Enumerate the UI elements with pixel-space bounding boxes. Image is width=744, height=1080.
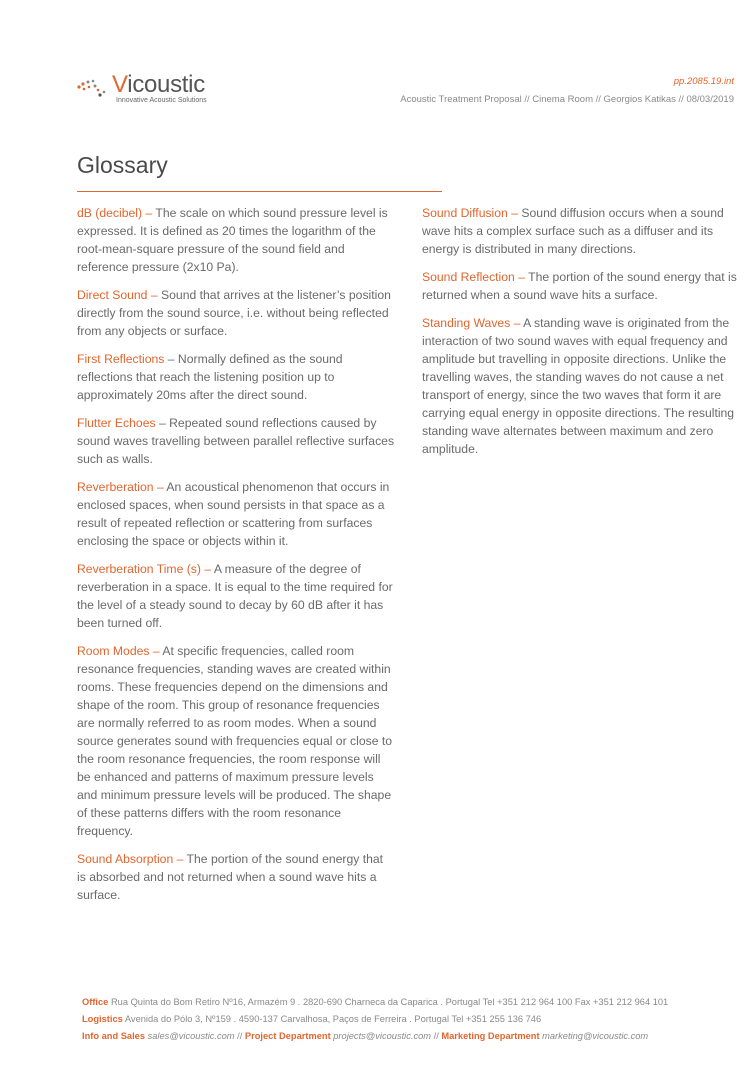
logo-mark-icon — [76, 75, 110, 101]
marketing-email[interactable]: marketing@vicoustic.com — [539, 1031, 649, 1041]
glossary-definition: The scale on which sound pressure level is expressed. It is defined as 20 times the logarithm of the root-mean-square pressure of the sound field and reference pressure (2x10 Pa). — [77, 206, 388, 274]
glossary-definition: A measure of the degree of reverberation in a space. It is equal to the time required for the level of a steady sound to decay by 60 dB after it has been turned off. — [77, 562, 393, 630]
glossary-term: Direct Sound – — [77, 288, 158, 302]
glossary-column-right — [422, 204, 738, 468]
glossary-entry — [77, 560, 395, 632]
company-logo — [76, 73, 216, 107]
glossary-entry — [422, 204, 738, 258]
page-footer — [82, 997, 732, 1048]
document-header — [334, 76, 734, 105]
glossary-definition: An acoustical phenomenon that occurs in enclosed spaces, when sound persists in that space as a result of repeated reflection or scattering from surfaces enclosing the space or objects within it. — [77, 480, 390, 548]
logo-tagline: Innovative Acoustic Solutions — [116, 97, 207, 104]
glossary-entry — [77, 204, 395, 276]
glossary-definition: A standing wave is originated from the interaction of two sound waves with equal frequency and amplitude but travelling in opposite directions. Unlike the travelling waves, the standing waves do not cause a net transport of energy, since the two waves that form it are carrying equal energy in opposite directions. The resulting standing wave alternates between maximum and zero amplitude. — [422, 316, 735, 456]
glossary-column-left — [77, 204, 395, 914]
projects-email[interactable]: projects@vicoustic.com — [330, 1031, 432, 1041]
glossary-definition: The portion of the sound energy that is absorbed and not returned when a sound wave hits a surface. — [77, 852, 384, 902]
glossary-term: Reverberation Time (s) – — [77, 562, 212, 576]
glossary-definition: The portion of the sound energy that is returned when a sound wave hits a surface. — [422, 270, 737, 302]
glossary-term: dB (decibel) – — [77, 206, 153, 220]
glossary-entry — [77, 286, 395, 340]
glossary-entry — [422, 268, 738, 304]
glossary-entry — [77, 642, 395, 840]
glossary-definition: At specific frequencies, called room resonance frequencies, standing waves are created within rooms. These frequencies depend on the dimensions and shape of the room. This group of resonance frequencies are normally referred to as room modes. When a sound source generates sound with frequencies equal or close to the room resonance frequencies, the room response will be enhanced and patterns of maximum pressure levels and minimum pressure levels will be produced. The shape of these patterns differs with the room resonance frequency. — [77, 644, 393, 838]
glossary-term: Room Modes – — [77, 644, 160, 658]
glossary-entry — [77, 414, 395, 468]
glossary-definition: – Repeated sound reflections caused by sound waves travelling between parallel reflective surfaces such as walls. — [77, 416, 395, 466]
footer-contacts: Info and Sales sales@vicoustic.com // Project Department projects@vicoustic.com // Marketing Department marketing@vicoustic.com — [82, 1031, 649, 1041]
footer-office: Office Rua Quinta do Bom Retiro Nº16, Armazém 9 . 2820-690 Charneca da Caparica . Portugal Tel +351 212 964 100 Fax +351 212 964 101 — [82, 997, 669, 1007]
glossary-term: Flutter Echoes — [77, 416, 156, 430]
footer-logistics: Logistics Avenida do Pólo 3, Nº159 . 4590-137 Carvalhosa, Paços de Ferreira . Portugal Tel +351 255 136 746 — [82, 1014, 542, 1024]
glossary-term: Sound Reflection – — [422, 270, 525, 284]
glossary-definition: – Normally defined as the sound reflections that reach the listening position up to approximately 20ms after the direct sound. — [77, 352, 343, 402]
glossary-term: Sound Absorption – — [77, 852, 184, 866]
glossary-definition: Sound diffusion occurs when a sound wave hits a complex surface such as a diffuser and its energy is distributed in many directions. — [422, 206, 724, 256]
glossary-term: Reverberation – — [77, 480, 164, 494]
document-subtitle: Acoustic Treatment Proposal // Cinema Room // Georgios Katikas // 08/03/2019 — [400, 94, 734, 105]
title-divider — [77, 191, 442, 192]
logo-wordmark: Vicoustic — [112, 71, 205, 98]
glossary-definition: Sound that arrives at the listener’s position directly from the sound source, i.e. without being reflected from any objects or surface. — [77, 288, 391, 338]
glossary-entry — [422, 314, 738, 458]
sales-email[interactable]: sales@vicoustic.com — [145, 1031, 235, 1041]
document-reference: pp.2085.19.int — [673, 76, 734, 87]
glossary-term: Sound Diffusion – — [422, 206, 518, 220]
glossary-term: First Reflections — [77, 352, 165, 366]
glossary-entry — [77, 350, 395, 404]
glossary-entry — [77, 478, 395, 550]
glossary-entry — [77, 850, 395, 904]
glossary-term: Standing Waves – — [422, 316, 521, 330]
page-title: Glossary — [77, 152, 168, 178]
